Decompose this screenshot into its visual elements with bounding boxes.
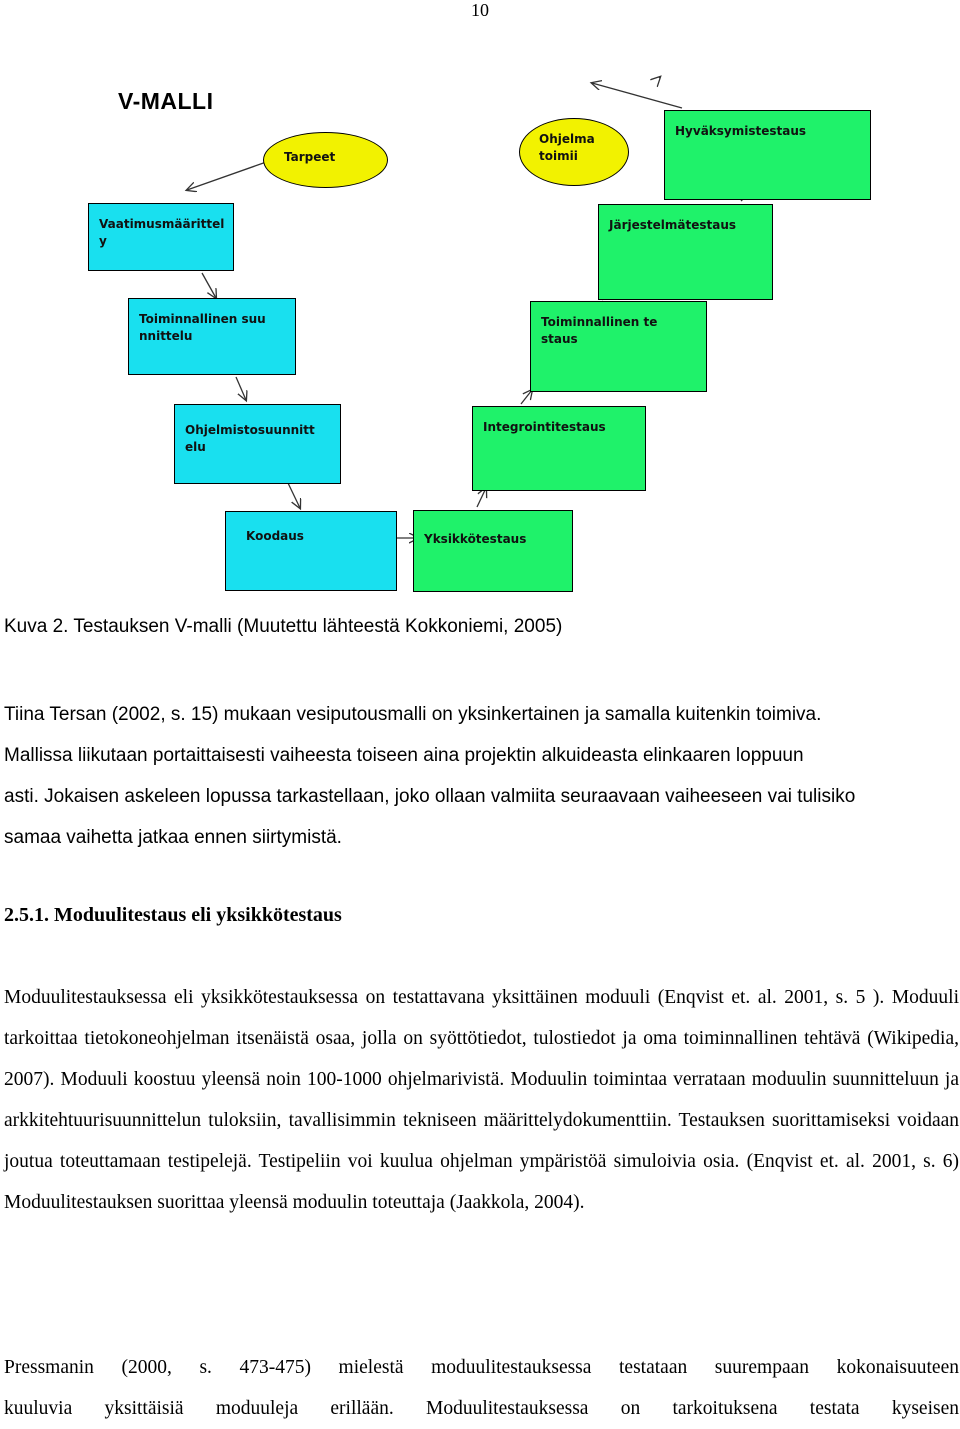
box-yksikkotestaus [413,510,573,592]
para3-line1: Pressmanin (2000, s. 473-475) mielestä moduulitestauksessa testataan suurempaan kokonaisuuteen [4,1357,959,1378]
arrow-hyvaksymis-to-ohjelma [592,83,682,108]
para1-line1: Tiina Tersan (2002, s. 15) mukaan vesiputousmalli on yksinkertainen ja samalla kuitenkin toimiva. [4,704,822,725]
arrow-tarpeet-to-vaatimus [187,160,272,190]
box-ohjelmistosuunnittelu-label: Ohjelmistosuunnittelu [185,423,315,454]
box-koodaus-label: Koodaus [246,529,304,543]
box-toiminnallinen-testaus-label: Toiminnallinen testaus [541,315,658,346]
v-model-diagram [72,68,888,596]
box-hyvaksymistestaus [664,110,871,200]
oval-tarpeet [263,132,388,188]
page-number: 10 [471,0,489,20]
box-integrointitestaus-label: Integrointitestaus [483,420,606,434]
box-jarjestelmatestaus-label: Järjestelmätestaus [609,218,737,232]
paragraph-moduulitestaus: Moduulitestauksessa eli yksikkötestauksessa on testattavana yksittäinen moduuli (Enqvist et. al. 2001, s. 5 ). Moduuli tarkoittaa tietokoneohjelman itsenäistä osaa, jolla on syöttötiedot, tulostiedot ja oma toiminnallinen tehtävä (Wikipedia, 2007). Moduuli koostuu yleensä noin 100-1000 ohjelmarivistä. Moduulin toimintaa verrataan moduulin suunnitteluun ja arkkitehtuurisuunnittelun tuloksiin, tavallisimmin tekniseen määrittelydokumenttiin. Testauksen suorittamiseksi voidaan joutua toteuttamaan testipelejä. Testipeliin voi kuulua ohjelman ympäristöä simuloivia osia. (Enqvist et. al. 2001, s. 6) Moduulitestauksen suorittaa yleensä moduulin toteuttaja (Jaakkola, 2004). [4,987,959,1213]
box-yksikkotestaus-label: Yksikkötestaus [424,532,527,546]
box-koodaus [225,511,397,591]
figure-caption: Kuva 2. Testauksen V-malli (Muutettu lähteestä Kokkoniemi, 2005) [4,616,563,637]
box-jarjestelmatestaus [598,204,773,300]
arrow-toim-suun-to-ohj-suun [236,377,246,400]
oval-ohjelma-toimii [519,118,629,186]
section-heading: 2.5.1. Moduulitestaus eli yksikkötestaus [4,904,342,926]
box-vaatimusmaarittely-label: Vaatimusmäärittely [99,217,225,248]
box-toiminnallinen-testaus [530,301,707,392]
para1-line2: Mallissa liikutaan portaittaisesti vaiheesta toiseen aina projektin alkuideasta elinkaaren loppuun [4,745,804,766]
oval-ohjelma-line1: Ohjelma [539,132,595,146]
box-toiminnallinen-suunnittelu [128,298,296,375]
box-integrointitestaus [472,406,646,491]
box-toiminnallinen-suunnittelu-label: Toiminnallinen suunnittelu [139,312,266,343]
box-vaatimusmaarittely [88,203,234,271]
para3-line2: kuuluvia yksittäisiä moduuleja erillään. Moduulitestauksessa on tarkoituksena testata kyseisen [4,1398,959,1419]
oval-ohjelma-line2: toimii [539,149,578,163]
arrow-integrointi-to-toim-test [521,390,532,404]
para1-line4: samaa vaihetta jatkaa ennen siirtymistä. [4,827,342,848]
paragraph-vesiputousmalli [4,694,959,858]
oval-tarpeet-label: Tarpeet [284,150,336,164]
paragraph-pressman [4,1347,959,1429]
para1-line3: asti. Jokaisen askeleen lopussa tarkastellaan, joko ollaan valmiita seuraavaan vaiheeseen vai tulisiko [4,786,856,807]
arrow-ohjelma-top [659,77,660,78]
diagram-title: V-MALLI [118,88,214,114]
arrow-ohj-suun-to-koodaus [288,483,300,508]
arrow-vaatimus-to-toim-suun [202,273,216,298]
box-ohjelmistosuunnittelu [174,404,341,484]
box-hyvaksymistestaus-label: Hyväksymistestaus [675,124,807,138]
